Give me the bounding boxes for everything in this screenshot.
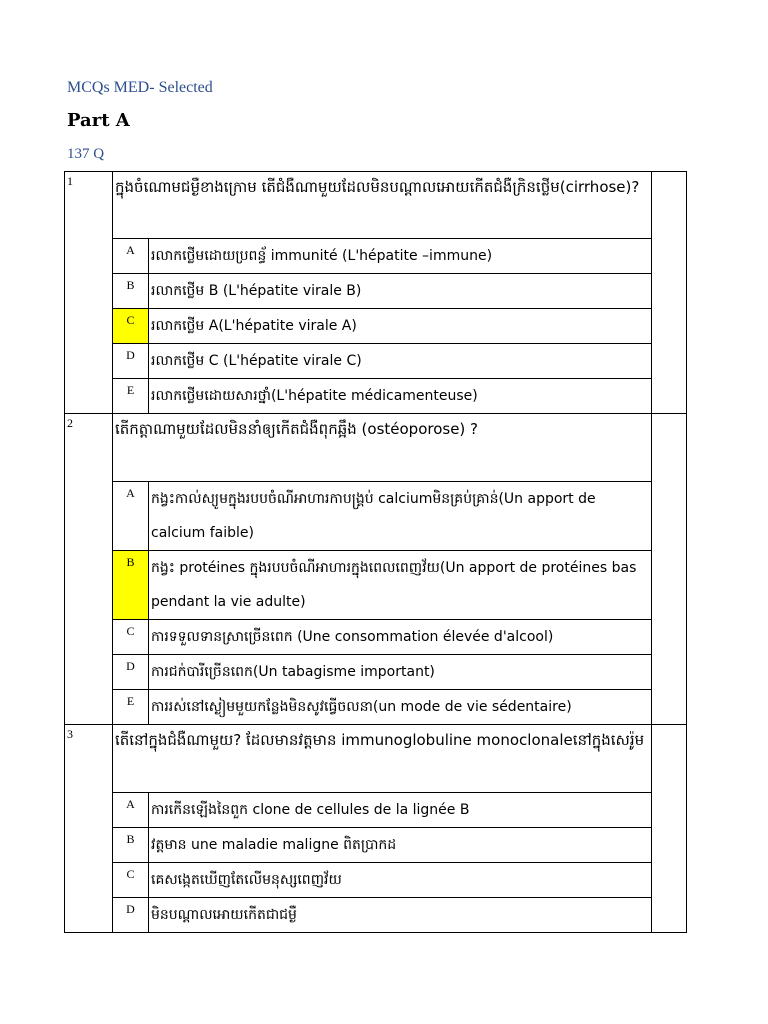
option-row — [65, 655, 687, 690]
option-row — [65, 863, 687, 898]
question-text: ក្នុងចំណោមជម្ងឺខាងក្រោម តើជំងឺណាមួយដែលមិនបណ្តាលអោយកើតជំងឺក្រិនថ្លើម(cirrhose)? — [113, 172, 652, 239]
option-text: រលាកថ្លើមដោយប្រពន្ធ័ immunité (L'hépatite –immune) — [149, 239, 652, 274]
answer-cell — [652, 414, 687, 725]
question-row — [65, 172, 687, 239]
option-text: រលាកថ្លើម A(L'hépatite virale A) — [149, 309, 652, 344]
option-text: កង្វះ protéines ក្នុងរបបចំណីអាហារក្នុងពេលពេញវ័យ(Un apport de protéines bas pendant la vie adulte) — [149, 551, 652, 620]
option-text: រលាកថ្លើម C (L'hépatite virale C) — [149, 344, 652, 379]
option-letter: D — [113, 898, 149, 933]
document-subtitle: MCQs MED- Selected — [67, 79, 213, 96]
option-row — [65, 828, 687, 863]
option-text: ការរស់នៅស្ងៀមមួយកន្លែងមិនសូវធ្វើចលនា(un mode de vie sédentaire) — [149, 690, 652, 725]
option-letter: C — [113, 620, 149, 655]
option-row — [65, 344, 687, 379]
option-row — [65, 274, 687, 309]
option-row — [65, 239, 687, 274]
option-row — [65, 620, 687, 655]
question-row — [65, 725, 687, 793]
option-text: គេសង្កេតឃើញតែលើមនុស្សពេញវ័យ — [149, 863, 652, 898]
option-text: រលាកថ្លើម B (L'hépatite virale B) — [149, 274, 652, 309]
answer-cell — [652, 725, 687, 933]
question-row — [65, 414, 687, 482]
option-row — [65, 793, 687, 828]
part-heading: Part A — [67, 110, 130, 131]
option-letter: A — [113, 239, 149, 274]
option-row — [65, 482, 687, 551]
option-letter-correct: B — [113, 551, 149, 620]
option-text: មិនបណ្តាលអោយកើតជាជម្ងឺ — [149, 898, 652, 933]
option-letter: E — [113, 379, 149, 414]
question-text: តើនៅក្នុងជំងឺណាមួយ? ដែលមានវត្តមាន immunoglobuline monoclonaleនៅក្នុងសេរ៉ូម — [113, 725, 652, 793]
option-row — [65, 379, 687, 414]
option-row — [65, 898, 687, 933]
option-letter: D — [113, 344, 149, 379]
option-text: ការកើនឡើងនៃពួក clone de cellules de la lignée B — [149, 793, 652, 828]
option-text: ការទទួលទានស្រាច្រើនពេក (Une consommation élevée d'alcool) — [149, 620, 652, 655]
option-letter: A — [113, 793, 149, 828]
option-row — [65, 690, 687, 725]
option-letter: A — [113, 482, 149, 551]
option-letter: D — [113, 655, 149, 690]
question-number: 2 — [65, 414, 113, 725]
question-number: 1 — [65, 172, 113, 414]
option-letter: B — [113, 828, 149, 863]
option-text: ការជក់បារីច្រើនពេក(Un tabagisme important) — [149, 655, 652, 690]
mcq-table — [64, 171, 687, 933]
option-letter: B — [113, 274, 149, 309]
answer-cell — [652, 172, 687, 414]
option-row — [65, 309, 687, 344]
option-letter: E — [113, 690, 149, 725]
option-text: វត្តមាន une maladie maligne ពិតប្រាកដ — [149, 828, 652, 863]
option-letter: C — [113, 863, 149, 898]
option-letter-correct: C — [113, 309, 149, 344]
question-count: 137 Q — [67, 146, 105, 162]
question-number: 3 — [65, 725, 113, 933]
question-text: តើកត្តាណាមួយដែលមិននាំឲ្យកើតជំងឺពុកឆ្អឹង (ostéoporose) ? — [113, 414, 652, 482]
option-text: កង្វះកាល់ស្យូមក្នុងរបបចំណីអាហារកាបង្គ្រប់ calciumមិនគ្រប់គ្រាន់(Un apport de calcium faible) — [149, 482, 652, 551]
option-text: រលាកថ្លើមដោយសារថ្នាំ(L'hépatite médicamenteuse) — [149, 379, 652, 414]
option-row — [65, 551, 687, 620]
